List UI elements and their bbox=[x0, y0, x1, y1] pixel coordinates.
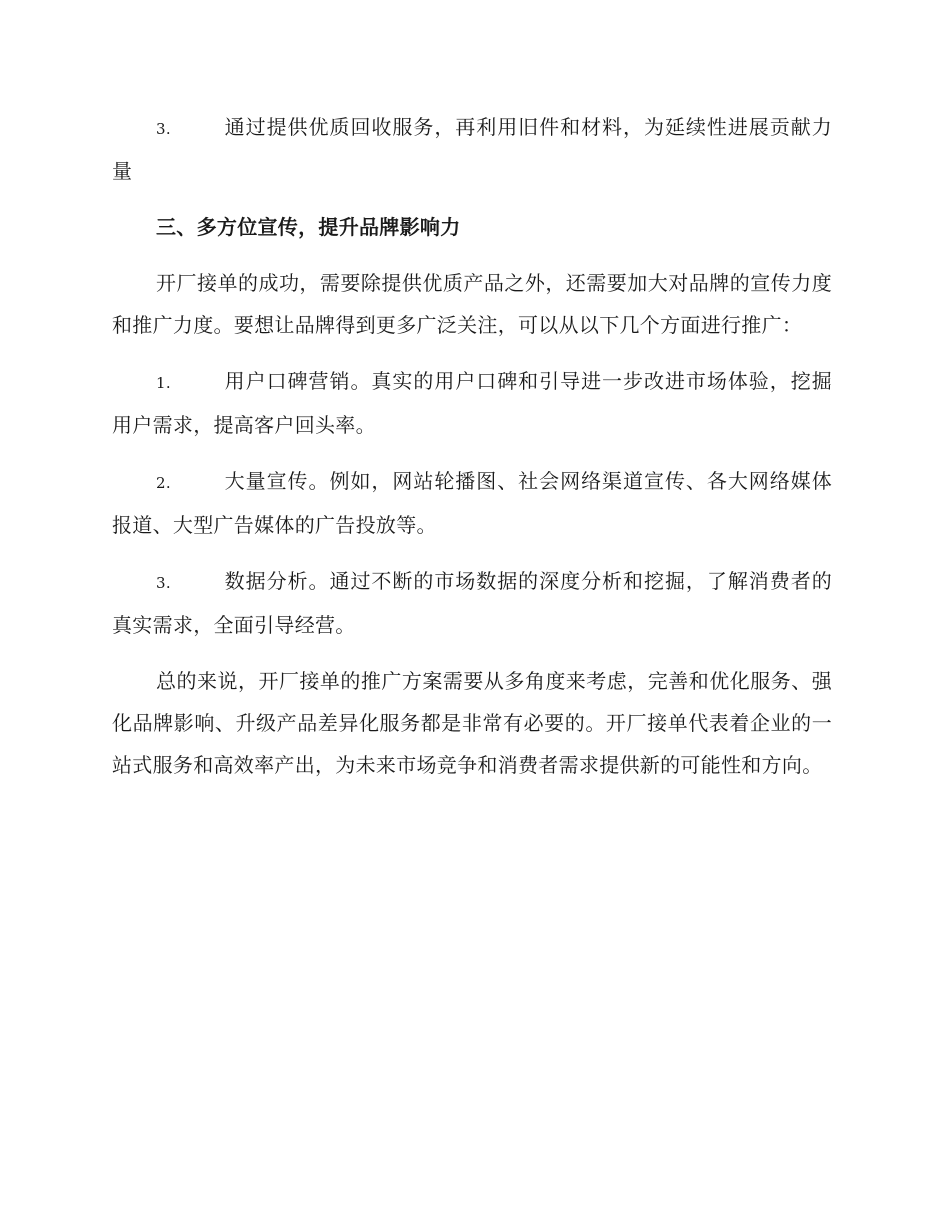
list-item bbox=[112, 460, 832, 546]
list-item bbox=[112, 106, 832, 192]
paragraph: 总的来说，开厂接单的推广方案需要从多角度来考虑，完善和优化服务、强化品牌影响、升级产品差异化服务都是非常有必要的。开厂接单代表着企业的一站式服务和高效率产出，为未来市场竞争和消费者需求提供新的可能性和方向。 bbox=[112, 669, 832, 777]
list-item-text: 数据分析。通过不断的市场数据的深度分析和挖掘，了解消费者的真实需求，全面引导经营。 bbox=[112, 569, 832, 637]
document-body bbox=[112, 106, 832, 800]
list-item bbox=[112, 560, 832, 646]
list-item-number: 3. bbox=[156, 120, 171, 138]
section-heading: 三、多方位宣传，提升品牌影响力 bbox=[156, 215, 461, 239]
list-item-text: 大量宣传。例如，网站轮播图、社会网络渠道宣传、各大网络媒体报道、大型广告媒体的广告投放等。 bbox=[112, 469, 832, 537]
list-item-number: 1. bbox=[156, 374, 171, 392]
list-item-number: 2. bbox=[156, 474, 171, 492]
paragraph: 开厂接单的成功，需要除提供优质产品之外，还需要加大对品牌的宣传力度和推广力度。要想让品牌得到更多广泛关注，可以从以下几个方面进行推广： bbox=[112, 271, 832, 337]
list-item-number: 3. bbox=[156, 574, 171, 592]
list-item bbox=[112, 360, 832, 446]
list-item-text: 通过提供优质回收服务，再利用旧件和材料，为延续性进展贡献力量 bbox=[112, 115, 832, 183]
list-item-text: 用户口碑营销。真实的用户口碑和引导进一步改进市场体验，挖掘用户需求，提高客户回头率。 bbox=[112, 369, 832, 437]
